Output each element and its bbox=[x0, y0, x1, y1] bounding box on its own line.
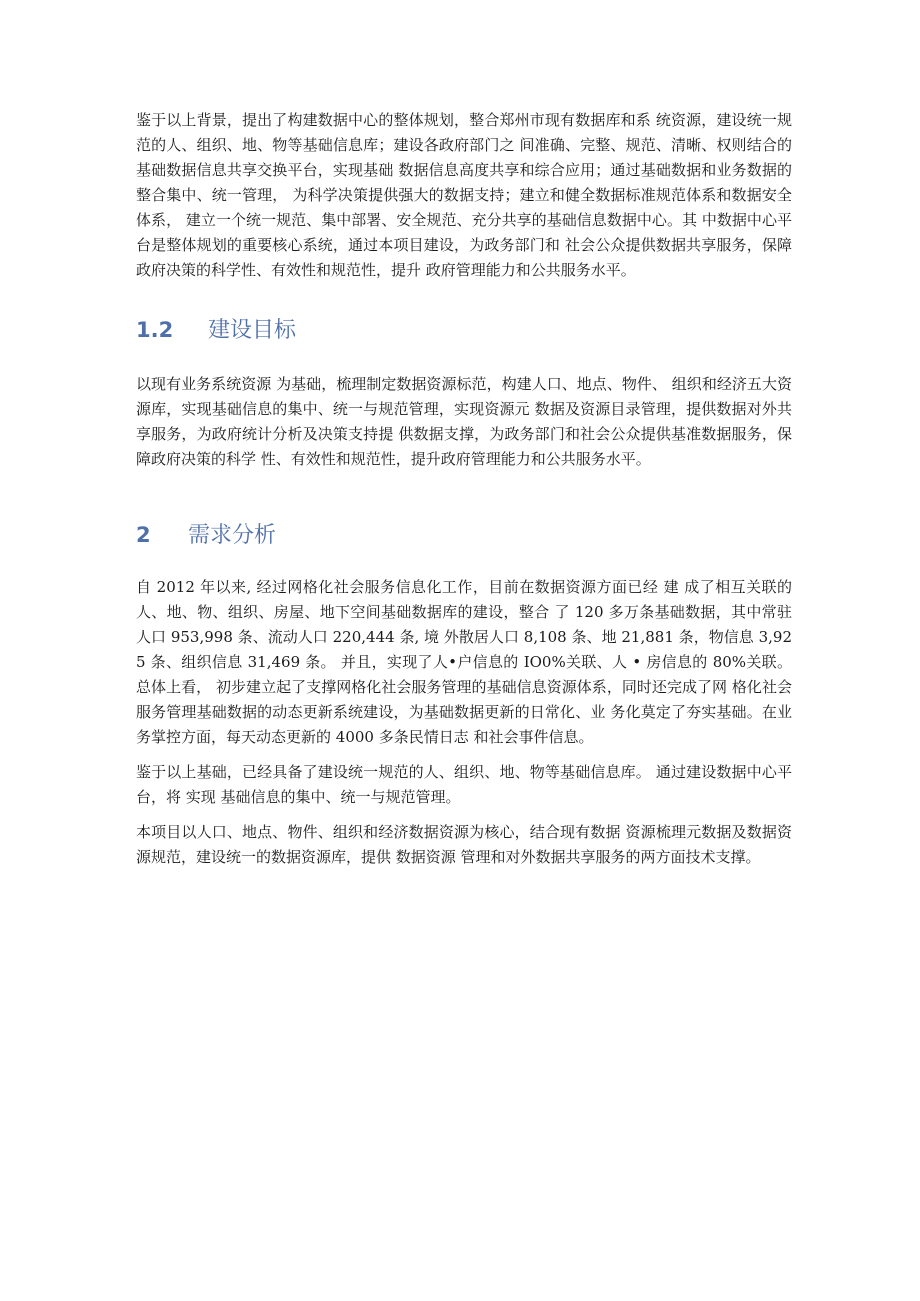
section-heading-1-2 bbox=[136, 313, 792, 344]
document-page bbox=[136, 108, 792, 870]
foundation-paragraph: 鉴于以上基础，已经具备了建设统一规范的人、组织、地、物等基础信息库。 通过建设数据中心平台，将 实现 基础信息的集中、统一与规范管理。 bbox=[136, 763, 792, 806]
section-number: 1.2 bbox=[136, 318, 174, 342]
section-title: 需求分析 bbox=[188, 523, 277, 548]
section-heading-2 bbox=[136, 518, 792, 549]
requirements-paragraph: 自 2012 年以来, 经过网格化社会服务信息化工作，目前在数据资源方面已经 建 成了相互关联的人、地、物、组织、房屋、地下空间基础数据库的建设，整合 了 120 多万条基础数据，其中常驻人口 953,998 条、流动人口 220,444 条, 境 外散居人口 8,108 条、地 21,881 条，物信息 3,925 条、组织信息 31,469 条。 并且，实现了人•户信息的 IO0%关联、人 • 房信息的 80%关联。总体上看， 初步建立起了支撑网格化社会服务管理的基础信息资源体系，同时还完成了网 格化社会服务管理基础数据的动态更新系统建设，为基础数据更新的日常化、业 务化莫定了夯实基础。在业务掌控方面，每天动态更新的 4000 多条民情日志 和社会事件信息。 bbox=[136, 578, 792, 746]
background-paragraph: 鉴于以上背景，提出了构建数据中心的整体规划，整合郑州市现有数据库和系 统资源，建设统一规范的人、组织、地、物等基础信息库；建设各政府部门之 间准确、完整、规范、清晰、权则结合的基础数据信息共享交换平台，实现基础 数据信息高度共享和综合应用；通过基础数据和业务数据的整合集中、统一管理， 为科学决策提供强大的数据支持；建立和健全数据标准规范体系和数据安全体系， 建立一个统一规范、集中部署、安全规范、充分共享的基础信息数据中心。其 中数据中心平台是整体规划的重要核心系统，通过本项目建设，为政务部门和 社会公众提供数据共享服务，保障政府决策的科学性、有效性和规范性，提升 政府管理能力和公共服务水平。 bbox=[136, 111, 792, 279]
goals-paragraph: 以现有业务系统资源 为基础，梳理制定数据资源标范，构建人口、地点、物件、 组织和经济五大资源库，实现基础信息的集中、统一与规范管理，实现资源元 数据及资源目录管理，提供数据对外共享服务，为政府统计分析及决策支持提 供数据支撑，为政务部门和社会公众提供基准数据服务，保障政府决策的科学 性、有效性和规范性，提升政府管理能力和公共服务水平。 bbox=[136, 375, 792, 468]
section-number: 2 bbox=[136, 523, 151, 547]
section-title: 建设目标 bbox=[208, 318, 297, 343]
project-core-paragraph: 本项目以人口、地点、物件、组织和经济数据资源为核心，结合现有数据 资源梳理元数据及数据资源规范，建设统一的数据资源库，提供 数据资源 管理和对外数据共享服务的两方面技术支撑。 bbox=[136, 823, 792, 866]
